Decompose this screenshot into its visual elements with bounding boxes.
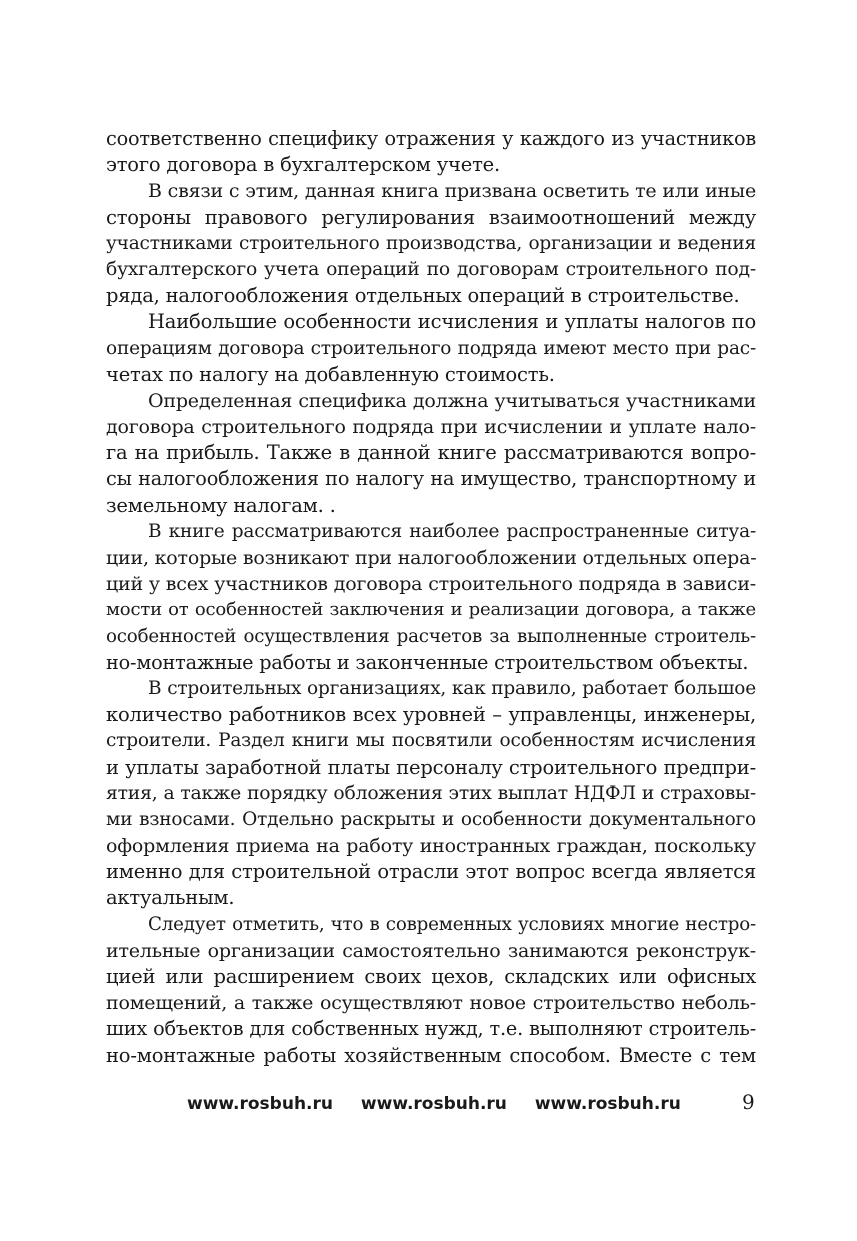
text-line: оформления приема на работу иностранных граждан, поскольку [106, 835, 756, 858]
text-line: бухгалтерского учета операций по договорам строительного под- [106, 258, 756, 280]
text-line: стороны правового регулирования взаимоотношений между [106, 205, 756, 229]
text-line: ряда, налогообложения отдельных операций в строительстве. [106, 284, 740, 308]
text-line: Определенная специфика должна учитываться участниками [148, 389, 756, 412]
text-line: четах по налогу на добавленную стоимость. [106, 362, 555, 386]
text-line: ции, которые возникают при налогообложении отдельных опера- [106, 547, 757, 569]
text-line: строители. Раздел книги мы посвятили особенностям исчисления [106, 730, 756, 752]
text-line: особенностей осуществления расчетов за выполненные строитель- [106, 625, 756, 647]
text-line: ятия, а также порядку обложения этих выплат НДФЛ и страховы- [106, 782, 756, 804]
text-line: этого договора в бухгалтерском учете. [106, 153, 501, 177]
text-line: Наибольшие особенности исчисления и уплаты налогов по [148, 310, 756, 334]
text-line: В связи с этим, данная книга призвана осветить те или иные [148, 180, 756, 203]
footer-website-link[interactable]: www.rosbuh.ru [187, 1094, 333, 1114]
text-line: Следует отметить, что в современных условиях многие нестро- [148, 913, 756, 935]
paragraph [106, 309, 756, 388]
text-line: га на прибыль. Также в данной книге рассматриваются вопро- [106, 441, 756, 465]
text-line: помещений, а также осуществляют новое строительство неболь- [106, 992, 756, 1015]
text-line: операциям договора строительного подряда имеют место при рас- [106, 337, 756, 359]
text-line: количество работников всех уровней – управленцы, инженеры, [106, 703, 756, 727]
page-number: 9 [742, 1090, 755, 1114]
paragraph [106, 676, 756, 912]
footer-website-link[interactable]: www.rosbuh.ru [360, 1094, 507, 1114]
paragraph [106, 519, 756, 676]
text-line: актуальным. [106, 886, 235, 910]
text-line: соответственно специфику отражения у каждого из участников [106, 127, 756, 150]
text-line: но-монтажные работы хозяйственным способом. Вместе с тем [106, 1043, 756, 1067]
paragraph [106, 388, 756, 519]
footer-website-link[interactable]: www.rosbuh.ru [534, 1094, 681, 1114]
paragraph [106, 912, 756, 1069]
text-line: цией или расширением своих цехов, складских или офисных [106, 965, 756, 988]
text-line: ших объектов для собственных нужд, т.е. выполняют строитель- [106, 1017, 756, 1041]
page-footer [0, 1090, 857, 1120]
text-line: земельному налогам. . [106, 493, 336, 517]
footer-links [187, 1094, 703, 1114]
text-line: ми взносами. Отдельно раскрыты и особенности документального [106, 808, 756, 830]
text-line: но-монтажные работы и законченные строительством объекты. [106, 650, 749, 674]
text-line: сы налогообложения по налогу на имущество, транспортному и [106, 467, 756, 491]
page-body [106, 126, 756, 1069]
paragraph [106, 178, 756, 309]
text-line: В книге рассматриваются наиболее распространенные ситуа- [148, 520, 756, 542]
text-line: ций у всех участников договора строительного подряда в зависи- [106, 573, 756, 596]
text-line: мости от особенностей заключения и реализации договора, а также [106, 599, 756, 621]
text-line: участниками строительного производства, организации и ведения [106, 232, 756, 254]
text-line: именно для строительной отрасли этот вопрос всегда является [106, 860, 756, 884]
paragraph [106, 126, 756, 178]
text-line: ительные организации самостоятельно занимаются реконструк- [106, 939, 756, 962]
text-line: и уплаты заработной платы персоналу строительного предпри- [106, 755, 756, 779]
text-line: В строительных организациях, как правило, работает большое [148, 677, 756, 699]
text-line: договора строительного подряда при исчислении и уплате нало- [106, 416, 756, 439]
